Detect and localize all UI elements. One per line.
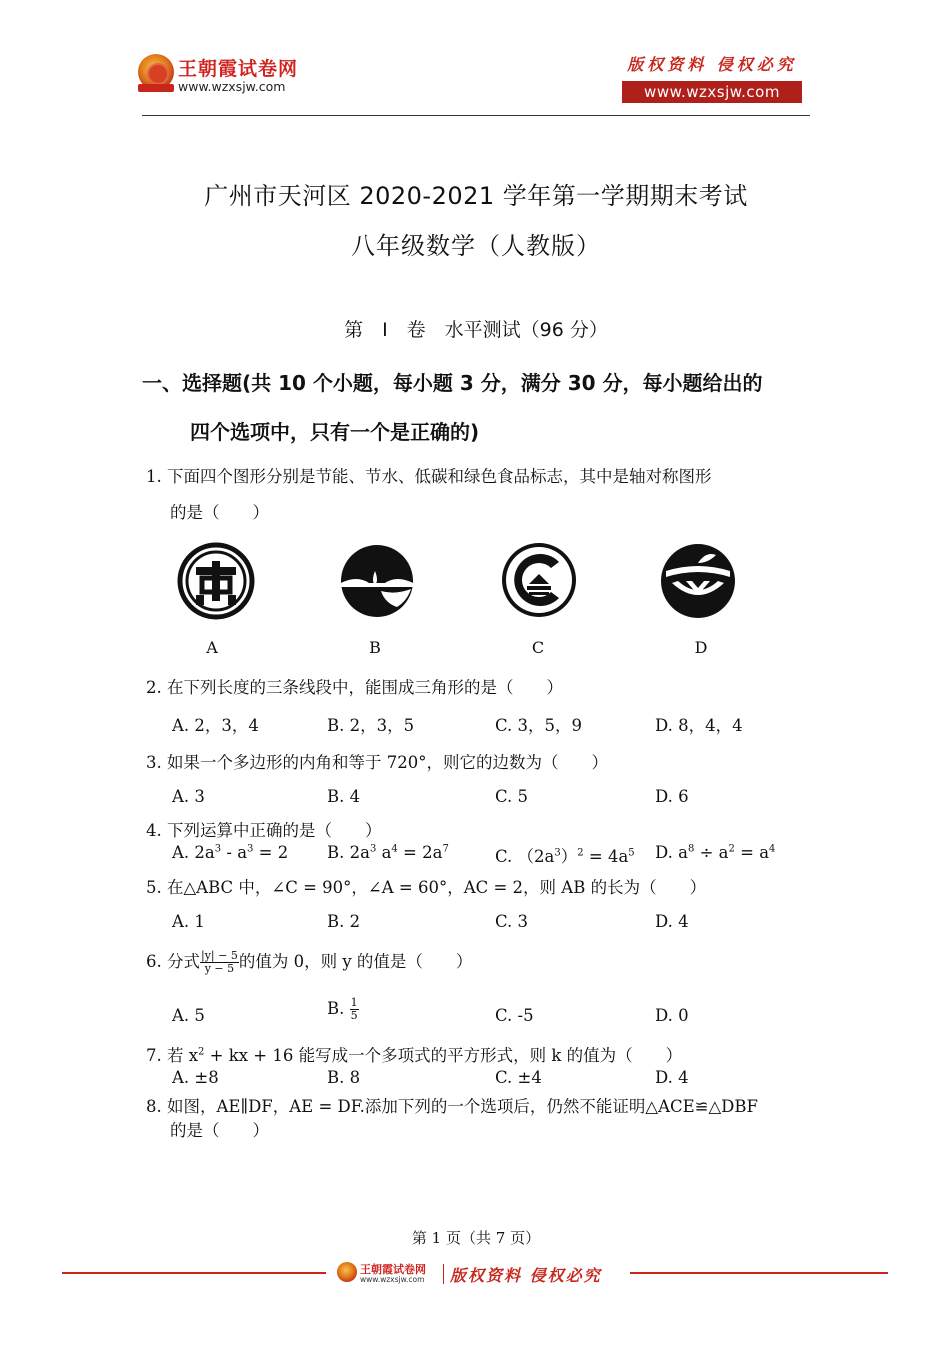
q7-option-d[interactable]: D. 4 (655, 1068, 689, 1087)
footer-rule-left (62, 1272, 326, 1274)
question-8: 8. 如图，AE∥DF，AE = DF.添加下列的一个选项后，仍然不能证明△ACE≌△DBF (146, 1097, 758, 1116)
q4-a-part: - a (221, 843, 248, 862)
q7-option-c[interactable]: C. ±4 (495, 1068, 542, 1087)
figure-label-b: B (369, 638, 381, 657)
q4-b-exp: 3 (369, 843, 377, 855)
q7-exp: 2 (198, 1046, 205, 1058)
question-8-cont: 的是（ ） (170, 1121, 269, 1140)
q4-option-c[interactable] (495, 843, 635, 867)
q3-option-a[interactable]: A. 3 (172, 787, 205, 806)
question-6 (146, 948, 472, 975)
footer-separator (443, 1264, 444, 1284)
q4-b-part: B. 2a (327, 843, 370, 862)
green-food-logo-icon (658, 541, 738, 621)
q7-option-b[interactable]: B. 8 (327, 1068, 361, 1087)
q4-b-exp: 4 (391, 843, 398, 855)
q5-option-a[interactable]: A. 1 (172, 912, 205, 931)
header-logo (138, 54, 308, 98)
q7-prefix: 7. 若 x (146, 1046, 199, 1065)
question-1: 1. 下面四个图形分别是节能、节水、低碳和绿色食品标志，其中是轴对称图形 (146, 467, 712, 486)
section-heading: 一、选择题(共 10 个小题，每小题 3 分，满分 30 分，每小题给出的 (142, 371, 763, 395)
q3-option-c[interactable]: C. 5 (495, 787, 529, 806)
energy-saving-logo-icon (176, 541, 256, 621)
q7-suffix: + kx + 16 能写成一个多项式的平方形式，则 k 的值为（ ） (204, 1046, 683, 1065)
header-divider (142, 115, 810, 116)
exam-title: 广州市天河区 2020-2021 学年第一学期期末考试 (204, 182, 748, 210)
q4-c-exp: 3 (554, 847, 561, 859)
q4-b-part: a (376, 843, 392, 862)
q4-option-a[interactable] (172, 843, 288, 862)
q4-c-exp: 5 (628, 847, 635, 859)
footer-logo-url[interactable]: www.wzxsjw.com (360, 1275, 425, 1284)
q4-d-exp: 8 (687, 843, 695, 855)
q4-d-part: ÷ a (694, 843, 729, 862)
logo-name: 王朝霞试卷网 (178, 58, 299, 80)
q6-b-prefix: B. (327, 999, 350, 1018)
q4-c-exp: 2 (577, 847, 584, 859)
q6-fraction (200, 950, 239, 975)
q4-d-part: D. a (655, 843, 688, 862)
q6-b-fraction (350, 997, 359, 1022)
q6-b-numerator: 1 (350, 996, 358, 1009)
q4-option-d[interactable] (655, 843, 775, 862)
question-7 (146, 1042, 682, 1066)
q4-d-exp: 2 (728, 843, 735, 855)
q4-d-exp: 4 (769, 843, 776, 855)
q4-c-part: C. （2a (495, 847, 555, 866)
figure-label-a: A (206, 638, 218, 657)
q4-a-exp: 3 (214, 843, 222, 855)
q5-option-c[interactable]: C. 3 (495, 912, 529, 931)
q6-option-d[interactable]: D. 0 (655, 1006, 689, 1025)
q6-b-denominator: 5 (350, 1009, 358, 1022)
q4-a-part: A. 2a (172, 843, 215, 862)
q4-a-part: = 2 (253, 843, 289, 862)
header-copyright-block (622, 52, 802, 103)
logo-url[interactable]: www.wzxsjw.com (178, 79, 286, 94)
q2-option-a[interactable]: A. 2，3，4 (172, 716, 259, 735)
figure-label-d: D (694, 638, 708, 657)
low-carbon-logo-icon (499, 540, 579, 620)
q2-option-b[interactable]: B. 2，3，5 (327, 716, 415, 735)
part-title: 第 Ⅰ 卷 水平测试（96 分） (344, 319, 608, 341)
question-2: 2. 在下列长度的三条线段中，能围成三角形的是（ ） (146, 678, 563, 697)
q6-frac-numerator: |y| − 5 (201, 949, 238, 962)
q6-frac-denominator: y − 5 (204, 962, 235, 975)
q4-c-part: ） (560, 847, 578, 866)
q2-option-c[interactable]: C. 3，5，9 (495, 716, 583, 735)
q4-option-b[interactable] (327, 843, 449, 862)
footer-copyright: 版权资料 侵权必究 (450, 1266, 602, 1285)
q4-a-exp: 3 (247, 843, 254, 855)
q6-option-b[interactable] (327, 997, 359, 1022)
q6-suffix: 的值为 0，则 y 的值是（ ） (238, 952, 473, 971)
water-saving-logo-icon (337, 541, 417, 621)
q4-b-part: = 2a (397, 843, 443, 862)
q2-option-d[interactable]: D. 8，4，4 (655, 716, 743, 735)
q7-option-a[interactable]: A. ±8 (172, 1068, 219, 1087)
q4-d-part: = a (734, 843, 770, 862)
copyright-notice: 版权资料 侵权必究 (627, 55, 797, 74)
q5-option-b[interactable]: B. 2 (327, 912, 361, 931)
q3-option-d[interactable]: D. 6 (655, 787, 689, 806)
footer-logo (337, 1262, 447, 1286)
q3-option-b[interactable]: B. 4 (327, 787, 361, 806)
exam-subtitle: 八年级数学（人教版） (351, 232, 601, 260)
figure-label-c: C (531, 638, 545, 657)
q4-b-exp: 7 (442, 843, 449, 855)
question-3: 3. 如果一个多边形的内角和等于 720°，则它的边数为（ ） (146, 753, 608, 772)
section-heading-cont: 四个选项中，只有一个是正确的) (190, 420, 480, 444)
footer-rule-right (630, 1272, 888, 1274)
q6-option-a[interactable]: A. 5 (172, 1006, 205, 1025)
q6-option-c[interactable]: C. -5 (495, 1006, 534, 1025)
footer-logo-badge-icon (337, 1262, 357, 1282)
page-number: 第 1 页（共 7 页） (411, 1229, 541, 1247)
q5-option-d[interactable]: D. 4 (655, 912, 689, 931)
site-url-badge[interactable]: www.wzxsjw.com (622, 81, 802, 103)
question-1-cont: 的是（ ） (170, 503, 269, 522)
logo-ribbon (138, 84, 174, 92)
q4-c-part: = 4a (583, 847, 629, 866)
question-5: 5. 在△ABC 中，∠C = 90°，∠A = 60°，AC = 2，则 AB 的长为（ ） (146, 878, 707, 897)
question-4: 4. 下列运算中正确的是（ ） (146, 821, 382, 840)
q6-prefix: 6. 分式 (146, 952, 200, 971)
footer-logo-name: 王朝霞试卷网 (360, 1263, 426, 1276)
